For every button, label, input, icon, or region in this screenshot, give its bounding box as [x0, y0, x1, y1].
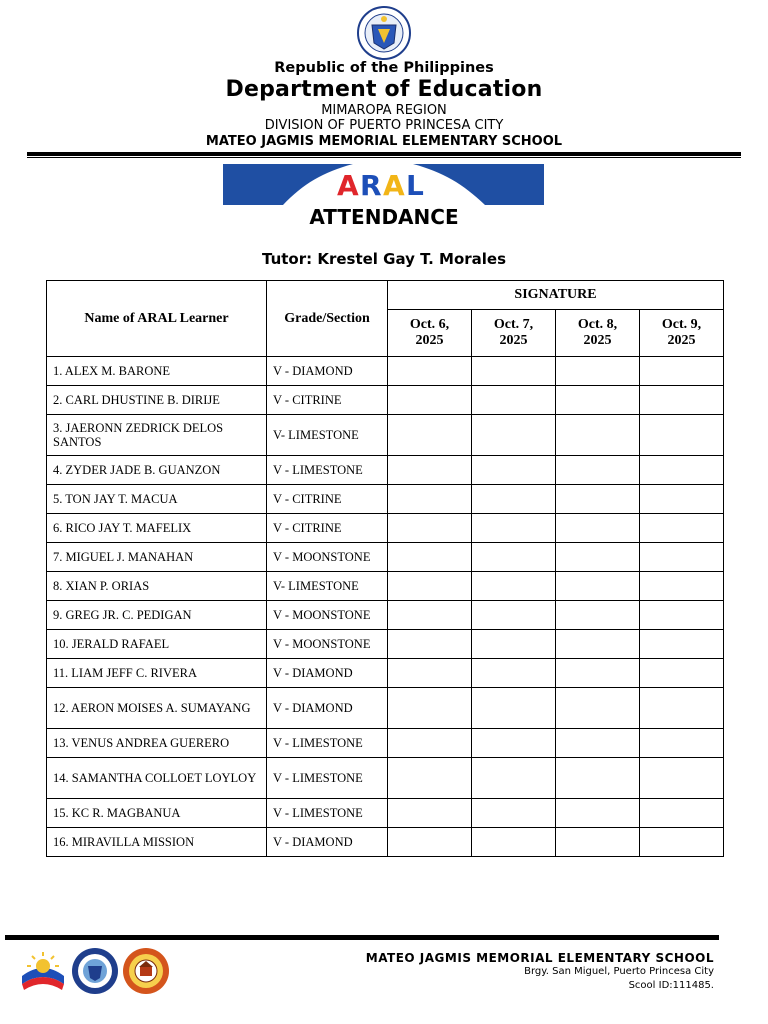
signature-cell[interactable] [472, 415, 556, 456]
header-date-line1: Oct. 8, [577, 317, 618, 332]
table-row [47, 659, 724, 688]
signature-cell[interactable] [472, 485, 556, 514]
table-row [47, 688, 724, 729]
region-heading: MIMAROPA REGION [321, 103, 447, 118]
svg-text:L: L [406, 169, 424, 202]
header-divider [27, 152, 741, 156]
header-date-line1: Oct. 9, [661, 317, 702, 332]
signature-cell[interactable] [556, 485, 640, 514]
signature-cell[interactable] [556, 630, 640, 659]
header-date-line1: Oct. 6, [409, 317, 450, 332]
learner-name: 7. MIGUEL J. MANAHAN [47, 543, 267, 572]
signature-cell[interactable] [556, 357, 640, 386]
table-row [47, 485, 724, 514]
signature-cell[interactable] [388, 828, 472, 857]
header-date-line2: 2025 [415, 333, 444, 348]
learner-grade-section: V - LIMESTONE [267, 799, 388, 828]
signature-cell[interactable] [472, 758, 556, 799]
learner-grade-section: V - MOONSTONE [267, 543, 388, 572]
svg-text:A: A [337, 169, 359, 202]
signature-cell[interactable] [472, 688, 556, 729]
svg-text:A: A [383, 169, 405, 202]
table-row [47, 572, 724, 601]
signature-cell[interactable] [388, 659, 472, 688]
department-heading: Department of Education [225, 77, 543, 102]
learner-grade-section: V - DIAMOND [267, 688, 388, 729]
signature-cell[interactable] [640, 758, 724, 799]
signature-cell[interactable] [640, 415, 724, 456]
division-seal-logo [70, 946, 120, 996]
learner-grade-section: V- LIMESTONE [267, 415, 388, 456]
footer-address: Brgy. San Miguel, Puerto Princesa City [524, 966, 714, 977]
signature-cell[interactable] [388, 630, 472, 659]
republic-heading: Republic of the Philippines [274, 60, 494, 76]
header-date [472, 310, 556, 357]
signature-cell[interactable] [556, 799, 640, 828]
table-row [47, 456, 724, 485]
table-row [47, 828, 724, 857]
learner-grade-section: V - LIMESTONE [267, 758, 388, 799]
learner-grade-section: V - CITRINE [267, 514, 388, 543]
signature-cell[interactable] [388, 415, 472, 456]
footer-school-name: MATEO JAGMIS MEMORIAL ELEMENTARY SCHOOL [365, 951, 714, 965]
signature-cell[interactable] [472, 828, 556, 857]
signature-cell[interactable] [472, 357, 556, 386]
learner-grade-section: V - DIAMOND [267, 828, 388, 857]
signature-cell[interactable] [472, 543, 556, 572]
signature-cell[interactable] [388, 456, 472, 485]
learner-name: 3. JAERONN ZEDRICK DELOS SANTOS [47, 415, 267, 456]
table-row [47, 799, 724, 828]
attendance-table [46, 280, 724, 857]
learner-name: 9. GREG JR. C. PEDIGAN [47, 601, 267, 630]
signature-cell[interactable] [640, 729, 724, 758]
table-row [47, 386, 724, 415]
learner-grade-section: V - LIMESTONE [267, 456, 388, 485]
learner-name: 16. MIRAVILLA MISSION [47, 828, 267, 857]
learner-name: 10. JERALD RAFAEL [47, 630, 267, 659]
learner-grade-section: V - CITRINE [267, 485, 388, 514]
school-seal-logo [121, 946, 171, 996]
signature-cell[interactable] [556, 601, 640, 630]
signature-cell[interactable] [640, 828, 724, 857]
learner-name: 6. RICO JAY T. MAFELIX [47, 514, 267, 543]
signature-cell[interactable] [640, 630, 724, 659]
learner-name: 12. AERON MOISES A. SUMAYANG [47, 688, 267, 729]
bagong-pilipinas-logo [18, 946, 68, 996]
signature-cell[interactable] [472, 514, 556, 543]
signature-cell[interactable] [640, 456, 724, 485]
learner-name: 1. ALEX M. BARONE [47, 357, 267, 386]
table-row [47, 415, 724, 456]
signature-cell[interactable] [640, 386, 724, 415]
attendance-title: ATTENDANCE [309, 205, 459, 229]
tutor-name: Tutor: Krestel Gay T. Morales [261, 250, 507, 268]
signature-cell[interactable] [388, 485, 472, 514]
aral-banner-logo [223, 164, 544, 205]
signature-cell[interactable] [556, 572, 640, 601]
signature-cell[interactable] [472, 799, 556, 828]
header-date [556, 310, 640, 357]
signature-cell[interactable] [472, 729, 556, 758]
signature-cell[interactable] [640, 688, 724, 729]
signature-cell[interactable] [388, 758, 472, 799]
header-date-line2: 2025 [499, 333, 528, 348]
signature-cell[interactable] [556, 729, 640, 758]
learner-grade-section: V - MOONSTONE [267, 601, 388, 630]
header-date-line1: Oct. 7, [493, 317, 534, 332]
signature-cell[interactable] [556, 659, 640, 688]
learner-grade-section: V - LIMESTONE [267, 729, 388, 758]
header-date-line2: 2025 [667, 333, 696, 348]
signature-cell[interactable] [388, 729, 472, 758]
learner-grade-section: V - DIAMOND [267, 659, 388, 688]
signature-cell[interactable] [556, 758, 640, 799]
signature-cell[interactable] [472, 386, 556, 415]
table-row [47, 601, 724, 630]
signature-cell[interactable] [472, 601, 556, 630]
signature-cell[interactable] [640, 601, 724, 630]
signature-cell[interactable] [640, 514, 724, 543]
signature-cell[interactable] [388, 514, 472, 543]
signature-cell[interactable] [556, 828, 640, 857]
header-date-line2: 2025 [583, 333, 612, 348]
svg-text:R: R [360, 169, 382, 202]
signature-cell[interactable] [472, 572, 556, 601]
signature-cell[interactable] [556, 456, 640, 485]
header-grade: Grade/Section [267, 281, 388, 357]
learner-grade-section: V - DIAMOND [267, 357, 388, 386]
learner-grade-section: V - MOONSTONE [267, 630, 388, 659]
signature-cell[interactable] [556, 514, 640, 543]
signature-cell[interactable] [388, 601, 472, 630]
signature-cell[interactable] [472, 456, 556, 485]
signature-cell[interactable] [640, 799, 724, 828]
footer-school-id: Scool ID:111485. [628, 980, 714, 991]
signature-cell[interactable] [472, 630, 556, 659]
learner-name: 5. TON JAY T. MACUA [47, 485, 267, 514]
signature-cell[interactable] [640, 357, 724, 386]
header-date [388, 310, 472, 357]
learner-name: 4. ZYDER JADE B. GUANZON [47, 456, 267, 485]
signature-cell[interactable] [472, 659, 556, 688]
signature-cell[interactable] [388, 572, 472, 601]
learner-name: 2. CARL DHUSTINE B. DIRIJE [47, 386, 267, 415]
deped-seal-logo [348, 5, 420, 61]
signature-cell[interactable] [388, 688, 472, 729]
learner-name: 15. KC R. MAGBANUA [47, 799, 267, 828]
signature-cell[interactable] [640, 543, 724, 572]
signature-cell[interactable] [640, 572, 724, 601]
table-row [47, 543, 724, 572]
table-row [47, 514, 724, 543]
division-heading: DIVISION OF PUERTO PRINCESA CITY [264, 118, 504, 133]
signature-cell[interactable] [556, 543, 640, 572]
learner-grade-section: V- LIMESTONE [267, 572, 388, 601]
learner-name: 14. SAMANTHA COLLOET LOYLOY [47, 758, 267, 799]
signature-cell[interactable] [388, 799, 472, 828]
table-row [47, 729, 724, 758]
header-date [640, 310, 724, 357]
signature-cell[interactable] [388, 357, 472, 386]
table-row [47, 630, 724, 659]
table-row [47, 758, 724, 799]
signature-cell[interactable] [556, 415, 640, 456]
learner-name: 11. LIAM JEFF C. RIVERA [47, 659, 267, 688]
table-row [47, 357, 724, 386]
footer-divider [5, 935, 719, 940]
learner-name: 13. VENUS ANDREA GUERERO [47, 729, 267, 758]
signature-cell[interactable] [556, 688, 640, 729]
learner-grade-section: V - CITRINE [267, 386, 388, 415]
header-divider-thin [27, 157, 741, 158]
signature-cell[interactable] [388, 386, 472, 415]
school-heading: MATEO JAGMIS MEMORIAL ELEMENTARY SCHOOL [205, 134, 563, 149]
signature-cell[interactable] [388, 543, 472, 572]
signature-cell[interactable] [640, 659, 724, 688]
header-signature: SIGNATURE [388, 281, 724, 310]
learner-name: 8. XIAN P. ORIAS [47, 572, 267, 601]
signature-cell[interactable] [640, 485, 724, 514]
signature-cell[interactable] [556, 386, 640, 415]
header-name: Name of ARAL Learner [47, 281, 267, 357]
